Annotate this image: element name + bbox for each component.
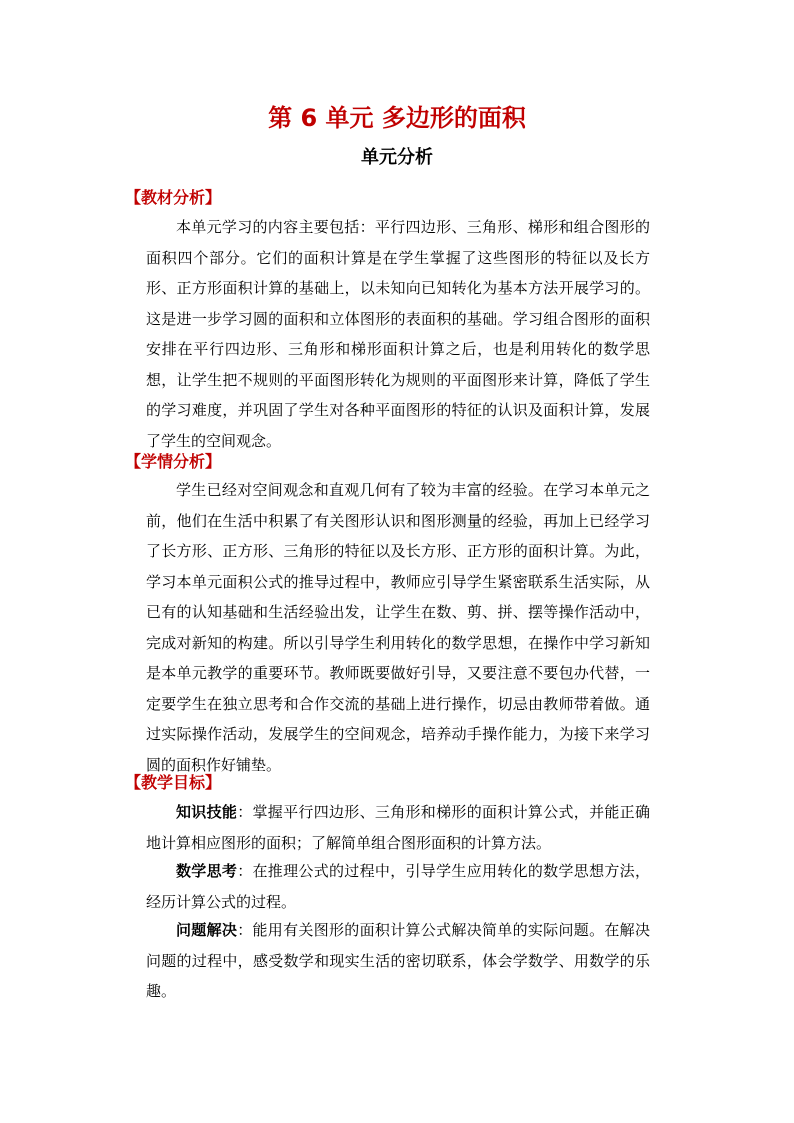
goal-problem-solving [146,915,650,1007]
goal-text: ：能用有关图形的面积计算公式解决简单的实际问题。在解决问题的过程中，感受数学和现实生活的密切联系，体会学数学、用数学的乐趣。 [146,921,650,1000]
page-title: 第 6 单元 多边形的面积 [268,104,526,132]
goal-label: 问题解决 [176,921,238,939]
goal-text: ：在推理公式的过程中，引导学生应用转化的数学思想方法，经历计算公式的过程。 [146,862,650,911]
goal-label: 知识技能 [176,803,238,821]
goal-knowledge-skills [146,797,650,858]
goal-text: ：掌握平行四边形、三角形和梯形的面积计算公式，并能正确地计算相应图形的面积；了解简单组合图形面积的计算方法。 [146,803,650,852]
textbook-analysis-paragraph: 本单元学习的内容主要包括：平行四边形、三角形、梯形和组合图形的面积四个部分。它们的面积计算是在学生掌握了这些图形的特征以及长方形、正方形面积计算的基础上，以未知向已知转化为基本方法开展学习的。这是进一步学习圆的面积和立体图形的表面积的基础。学习组合图形的面积安排在平行四边形、三角形和梯形面积计算之后，也是利用转化的数学思想，让学生把不规则的平面图形转化为规则的平面图形来计算，降低了学生的学习难度，并巩固了学生对各种平面图形的特征的认识及面积计算，发展了学生的空间观念。 [146,218,650,450]
goal-label: 数学思考 [176,862,238,880]
page-subtitle: 单元分析 [361,147,433,168]
section-heading-teaching-goals: 【教学目标】 [125,773,222,792]
section-heading-student-analysis: 【学情分析】 [125,452,222,471]
goal-math-thinking [146,856,650,917]
section-heading-textbook-analysis: 【教材分析】 [125,188,222,207]
student-analysis-paragraph: 学生已经对空间观念和直观几何有了较为丰富的经验。在学习本单元之前，他们在生活中积累了有关图形认识和图形测量的经验，再加上已经学习了长方形、正方形、三角形的特征以及长方形、正方形的面积计算。为此，学习本单元面积公式的推导过程中，教师应引导学生紧密联系生活实际，从已有的认知基础和生活经验出发，让学生在数、剪、拼、摆等操作活动中，完成对新知的构建。所以引导学生利用转化的数学思想，在操作中学习新知是本单元教学的重要环节。教师既要做好引导，又要注意不要包办代替，一定要学生在独立思考和合作交流的基础上进行操作，切忌由教师带着做。通过实际操作活动，发展学生的空间观念，培养动手操作能力，为接下来学习圆的面积作好铺垫。 [146,481,650,774]
